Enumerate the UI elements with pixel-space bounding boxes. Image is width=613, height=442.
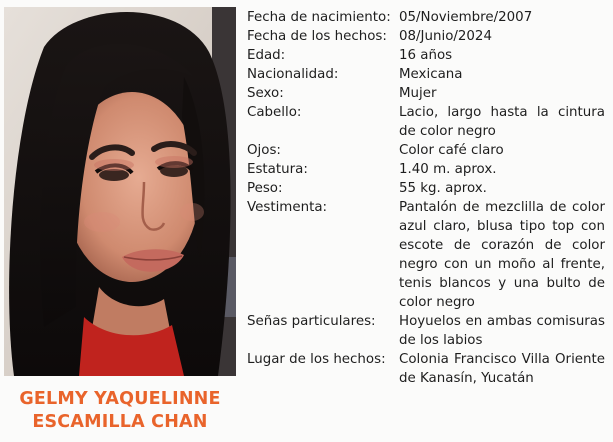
detail-row-clothing — [247, 198, 605, 312]
detail-row-hair — [247, 103, 605, 141]
detail-row-event-date — [247, 27, 605, 46]
detail-value: Pantalón de mezclilla de color azul claro, blusa tipo top con escote de corazón de color negro con un moño al frente, tenis blancos y una bulto de color negro — [399, 200, 605, 310]
detail-label: Peso: — [247, 181, 283, 196]
detail-value: Color café claro — [399, 143, 504, 158]
detail-label: Lugar de los hechos: — [247, 352, 386, 367]
person-name — [4, 388, 236, 434]
detail-row-place — [247, 350, 605, 388]
detail-value: 05/Noviembre/2007 — [399, 10, 533, 25]
detail-row-marks — [247, 312, 605, 350]
detail-value: 08/Junio/2024 — [399, 29, 492, 44]
detail-label: Fecha de los hechos: — [247, 29, 387, 44]
detail-row-age — [247, 46, 605, 65]
detail-value: 1.40 m. aprox. — [399, 162, 497, 177]
detail-label: Sexo: — [247, 86, 284, 101]
detail-value: Mujer — [399, 86, 437, 101]
detail-value: Lacio, largo hasta la cintura de color negro — [399, 105, 605, 139]
detail-row-birth-date — [247, 8, 605, 27]
detail-value: 55 kg. aprox. — [399, 181, 487, 196]
detail-label: Fecha de nacimiento: — [247, 10, 391, 25]
detail-label: Estatura: — [247, 162, 308, 177]
detail-label: Vestimenta: — [247, 200, 328, 215]
detail-value: 16 años — [399, 48, 453, 63]
detail-label: Nacionalidad: — [247, 67, 339, 82]
detail-label: Edad: — [247, 48, 286, 63]
person-name-line-2: ESCAMILLA CHAN — [32, 412, 208, 432]
detail-row-eyes — [247, 141, 605, 160]
detail-value: Mexicana — [399, 67, 463, 82]
detail-label: Cabello: — [247, 105, 302, 120]
detail-value: Hoyuelos en ambas comisuras de los labios — [399, 314, 605, 348]
detail-value: Colonia Francisco Villa Oriente de Kanasín, Yucatán — [399, 352, 605, 386]
detail-label: Señas particulares: — [247, 314, 376, 329]
detail-row-height — [247, 160, 605, 179]
detail-row-weight — [247, 179, 605, 198]
person-photo — [4, 7, 236, 376]
detail-row-sex — [247, 84, 605, 103]
person-name-line-1: GELMY YAQUELINNE — [19, 389, 221, 409]
details-table — [247, 8, 605, 388]
detail-label: Ojos: — [247, 143, 281, 158]
detail-row-nationality — [247, 65, 605, 84]
